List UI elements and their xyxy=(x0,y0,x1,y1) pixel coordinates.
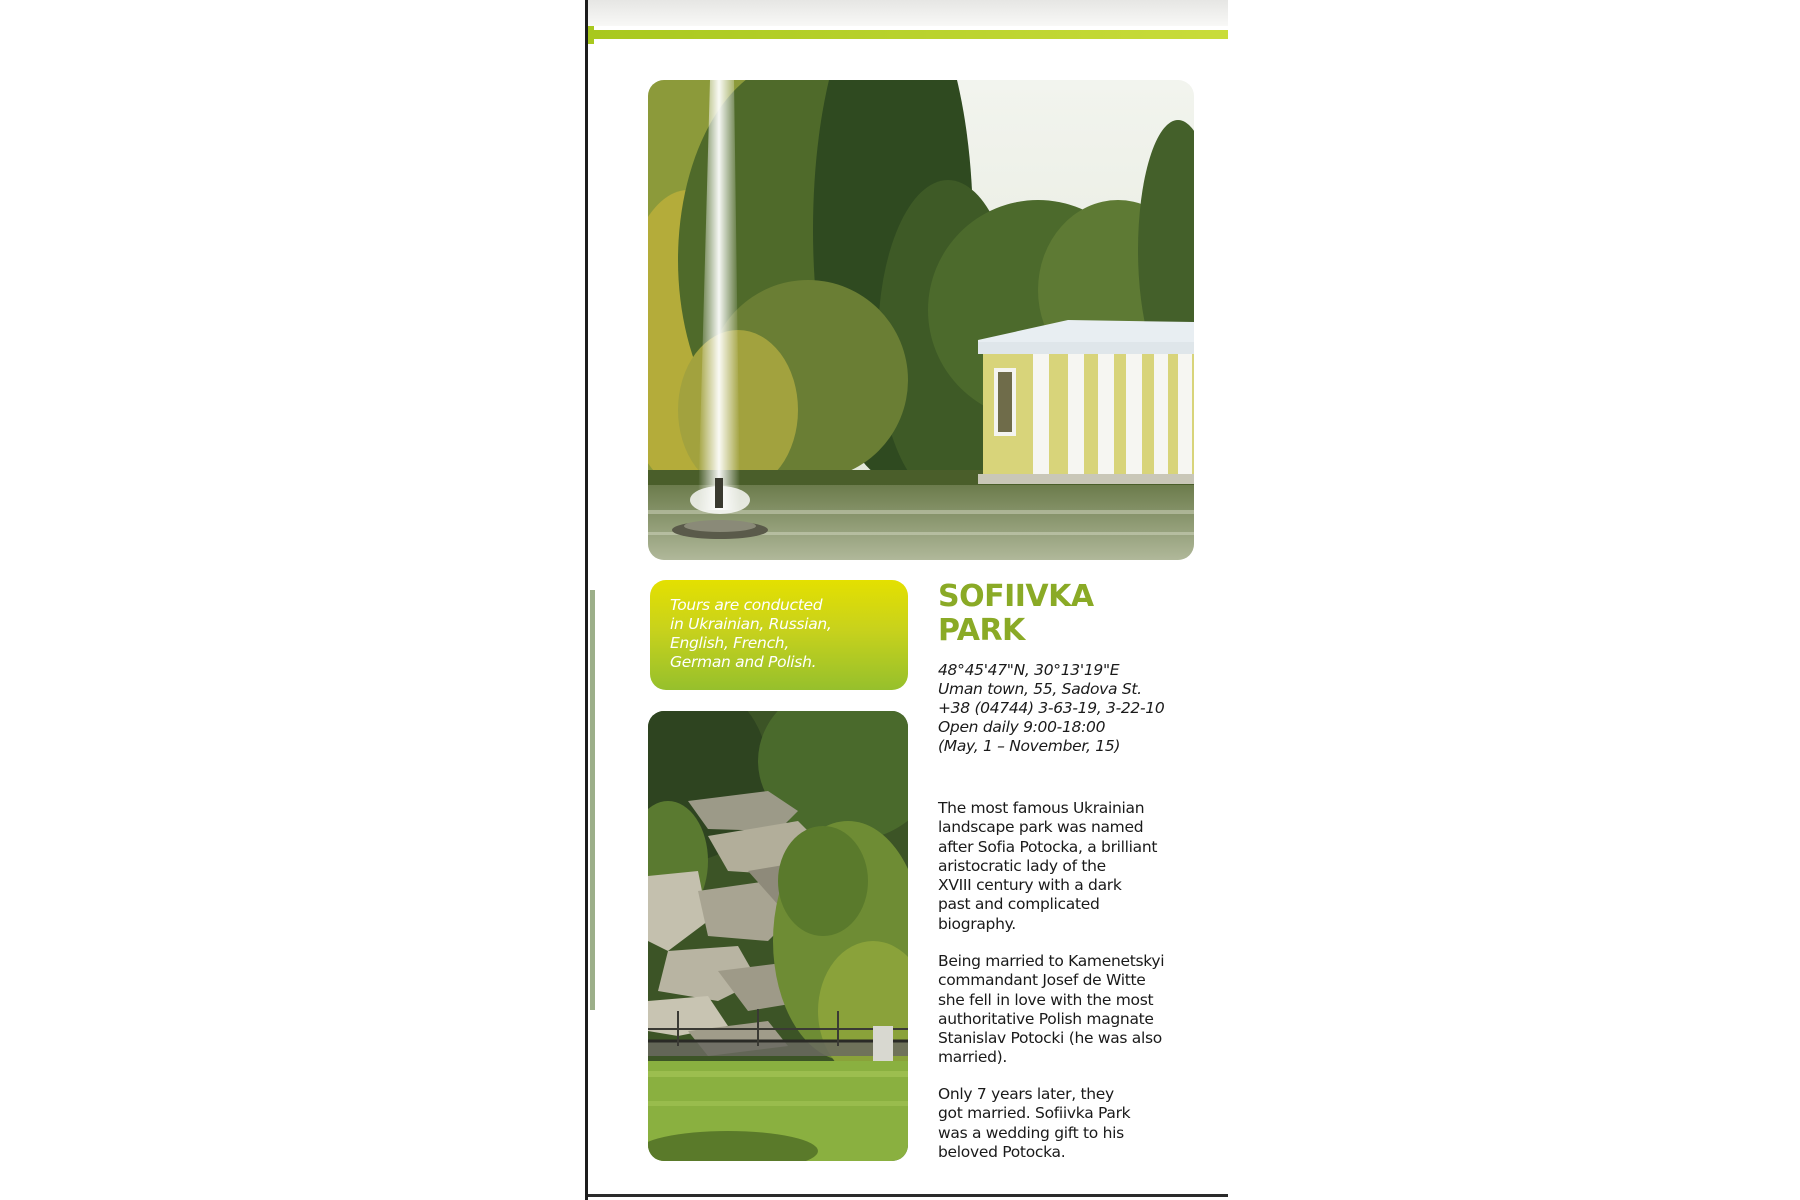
rule-notch xyxy=(588,26,594,44)
tours-language-callout xyxy=(650,580,908,690)
opening-hours: Open daily 9:00-18:00 xyxy=(938,718,1106,736)
info-block xyxy=(938,661,1164,756)
phone: +38 (04744) 3-63-19, 3-22-10 xyxy=(938,699,1165,717)
bottom-rule xyxy=(588,1194,1228,1197)
rocks-bridge-photo xyxy=(648,711,908,1161)
coordinates: 48°45'47"N, 30°13'19"E xyxy=(938,661,1120,679)
address: Uman town, 55, Sadova St. xyxy=(938,680,1142,698)
paragraph-marriage: Being married to Kamenetskyi commandant Josef de Witte she fell in love with the most authoritative Polish magnate Stanislav Potocki (he was also married). xyxy=(938,952,1165,1067)
paragraph-history: The most famous Ukrainian landscape park was named after Sofia Potocka, a brilliant aristocratic lady of the XVIII century with a dark past and complicated biography. xyxy=(938,799,1158,933)
brochure-page xyxy=(585,0,1228,1200)
page-top-shading xyxy=(588,0,1228,26)
fountain-pavilion-photo xyxy=(648,80,1194,560)
page-title: SOFIIVKA PARK xyxy=(938,579,1094,648)
paragraph-wedding-gift: Only 7 years later, they got married. Sofiivka Park was a wedding gift to his beloved Potocka. xyxy=(938,1085,1131,1161)
binding-edge-mark xyxy=(590,590,595,1010)
top-green-rule xyxy=(588,30,1228,39)
callout-text: Tours are conducted in Ukrainian, Russian, English, French, German and Polish. xyxy=(670,596,832,671)
season: (May, 1 – November, 15) xyxy=(938,737,1121,755)
